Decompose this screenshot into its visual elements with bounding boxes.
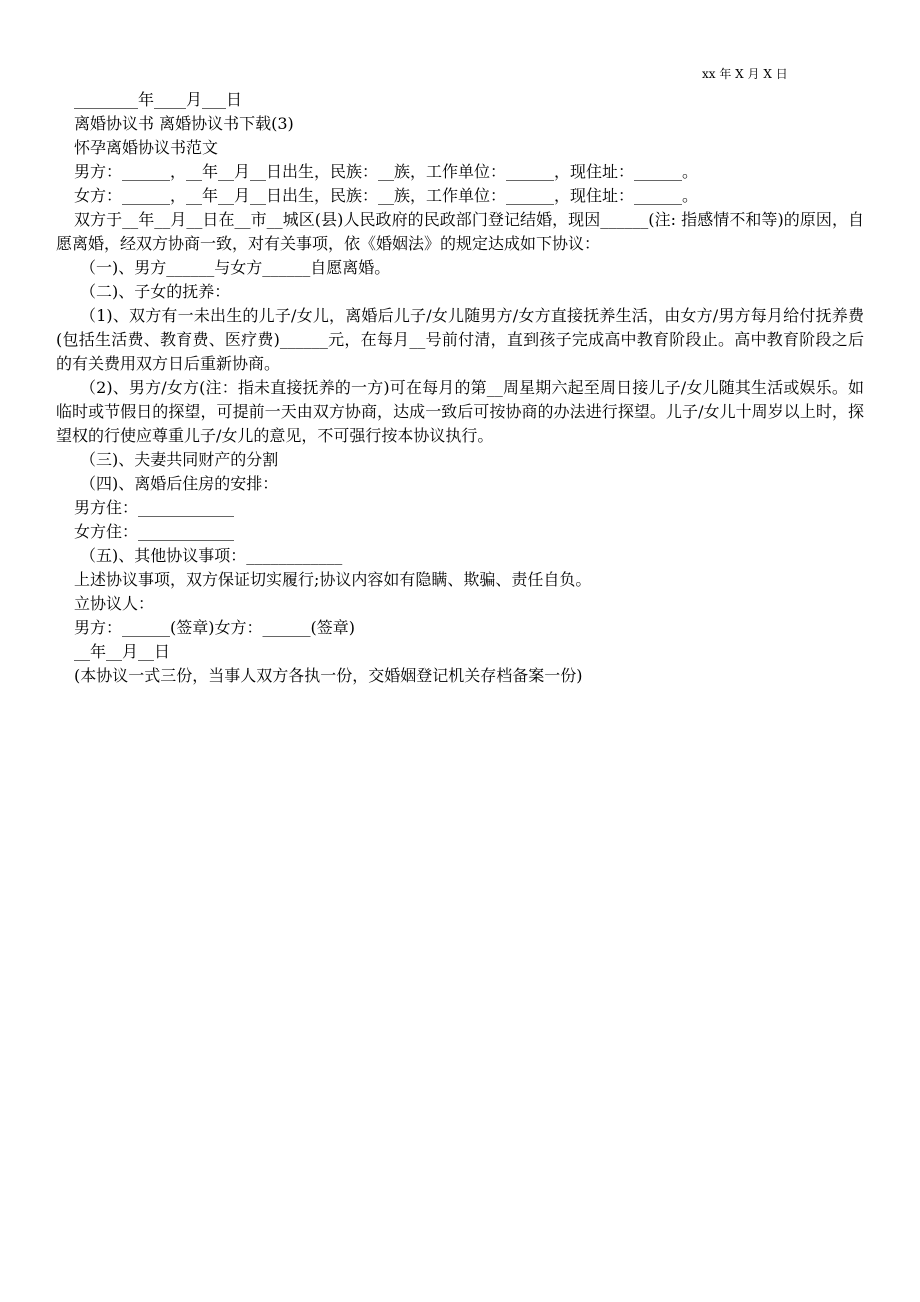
clause-2-heading: （二)、子女的抚养： [80,282,231,301]
clause-1: （一)、男方______与女方______自愿离婚。 [80,258,391,277]
copies-note: (本协议一式三份，当事人双方各执一份，交婚姻登记机关存档备案一份) [74,666,583,685]
header-date: xx 年 X 月 X 日 [702,67,788,81]
signers-label: 立协议人： [74,594,155,613]
clause-3: （三)、夫妻共同财产的分割 [80,450,279,469]
man-housing-line: 男方住：____________ [74,498,235,517]
intro-paragraph: 双方于__年__月__日在__市__城区(县)人民政府的民政部门登记结婚，现因______(注: 指感情不和等)的原因，自愿离婚，经双方协商一致，对有关事项，依《婚姻法》的规定达成如下协议： [56,210,864,253]
doc-subtitle: 怀孕离婚协议书范文 [74,138,219,157]
signature-line: 男方：______(签章)女方：______(签章) [74,618,355,637]
clause-2-2: （2)、男方/女方(注：指未直接抚养的一方)可在每月的第__周星期六起至周日接儿子/女儿随其生活或娱乐。如临时或节假日的探望，可提前一天由双方协商，达成一致后可按协商的办法进行探望。儿子/女儿十周岁以上时，探望权的行使应尊重儿子/女儿的意见，不可强行按本协议执行。 [56,378,864,445]
man-info-line: 男方：______，__年__月__日出生，民族：__族，工作单位：______，现住址：______。 [74,162,699,181]
clause-2-1: （1)、双方有一未出生的儿子/女儿，离婚后儿子/女儿随男方/女方直接抚养生活，由女方/男方每月给付抚养费(包括生活费、教育费、医疗费)______元，在每月__号前付清，直到孩子完成高中教育阶段止。高中教育阶段之后的有关费用双方日后重新协商。 [56,306,864,373]
guarantee-line: 上述协议事项，双方保证切实履行;协议内容如有隐瞒、欺骗、责任自负。 [74,570,592,589]
clause-4-heading: （四)、离婚后住房的安排： [80,474,279,493]
woman-info-line: 女方：______，__年__月__日出生，民族：__族，工作单位：______，现住址：______。 [74,186,699,205]
sign-date-line: __年__月__日 [74,642,171,661]
doc-title: 离婚协议书 离婚协议书下载(3) [74,114,294,133]
clause-5: （五)、其他协议事项：____________ [80,546,343,565]
woman-housing-line: 女方住：____________ [74,522,235,541]
date-line: ________年____月___日 [74,90,243,109]
document-body [56,88,864,688]
